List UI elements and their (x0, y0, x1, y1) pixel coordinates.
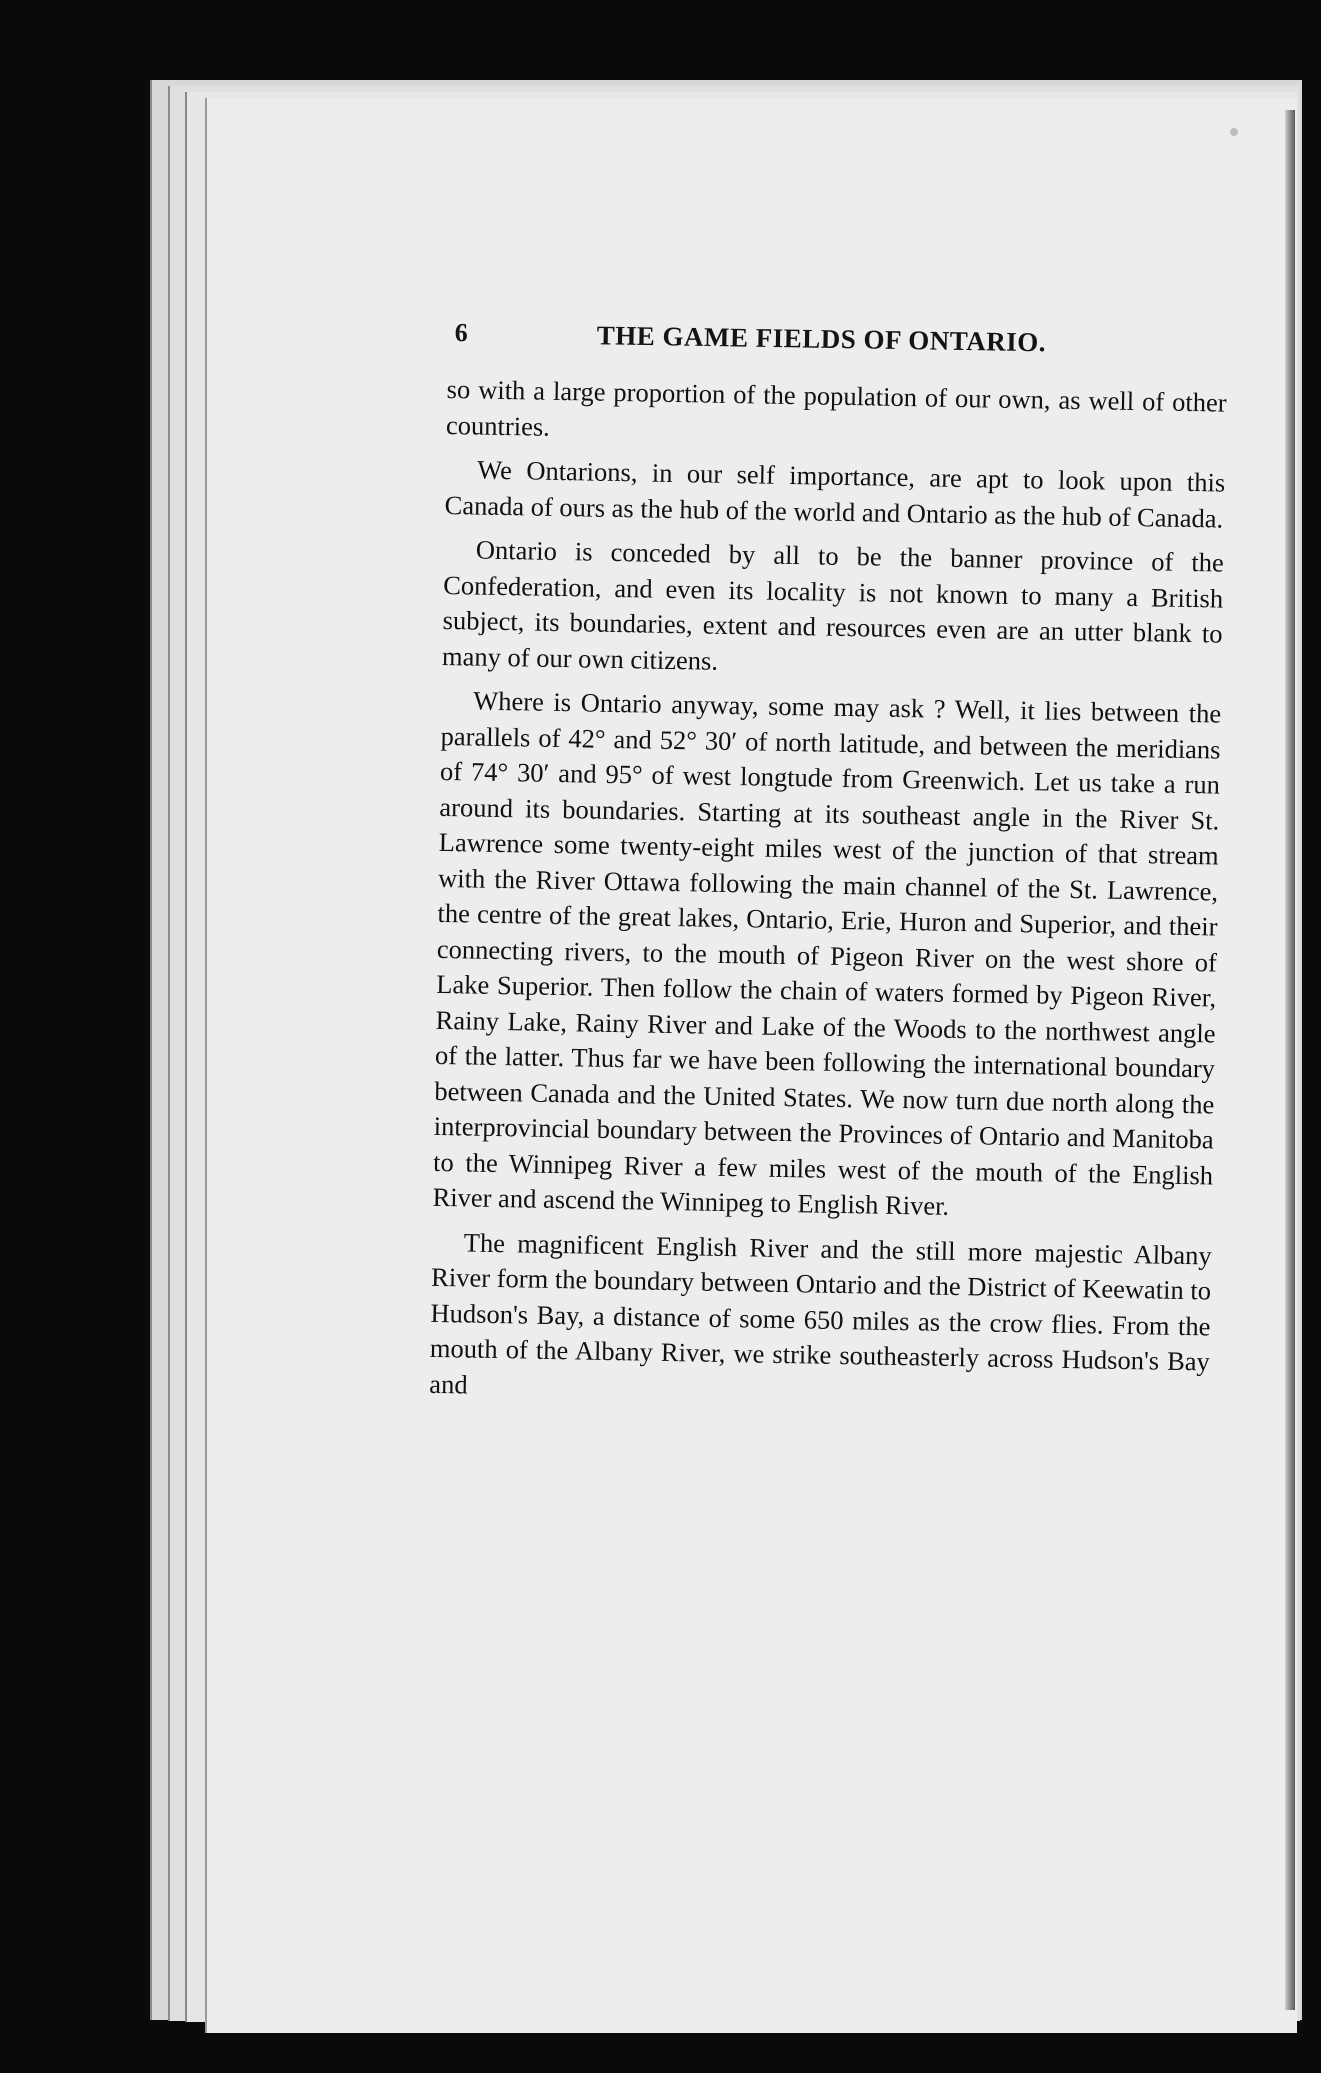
paragraph: Ontario is conceded by all to be the banner province of the Confederation, and even its locality is not known to many a British subject, its boundaries, extent and resources even are an utter blank to many of our own citizens. (441, 534, 1225, 676)
running-title: THE GAME FIELDS OF ONTARIO. (596, 320, 1047, 358)
paragraph: so with a large proportion of the population of our own, as well of other countries. (445, 373, 1227, 442)
scan-speck (1230, 128, 1238, 136)
paragraph: We Ontarions, in our self importance, are apt to look upon this Canada of ours as the hub of the world and Ontario as the hub of Canada. (444, 454, 1226, 534)
body-text (429, 372, 1227, 1424)
paragraph: Where is Ontario anyway, some may ask ? Well, it lies between the parallels of 42° and 52° 30′ of north latitude, and between the meridians of 74° 30′ and 95° of west longtude from Greenwich. Let us take a run around its boundaries. Starting at its southeast angle in the River St. Lawrence some twenty-eight miles west of the junction of that stream with the River Ottawa following the main channel of the St. Lawrence, the centre of the great lakes, Ontario, Erie, Huron and Superior, and their connecting rivers, to the mouth of Pigeon River on the west shore of Lake Superior. Then follow the chain of waters formed by Pigeon River, Rainy Lake, Rainy River and Lake of the Woods to the northwest angle of the latter. Thus far we have been following the international boundary between Canada and the United States. We now turn due north along the interprovincial boundary between the Provinces of Ontario and Manitoba to the Winnipeg River a few miles west of the mouth of the English River and ascend the Winnipeg to English River. (432, 685, 1222, 1221)
paragraph: The magnificent English River and the still more majestic Albany River form the boundary between Ontario and the District of Keewatin to Hudson's Bay, a distance of some 650 miles as the crow flies. From the mouth of the Albany River, we strike southeasterly across Hudson's Bay and (429, 1226, 1212, 1400)
page-number: 6 (454, 318, 468, 348)
page-right-edge (1285, 110, 1295, 2010)
